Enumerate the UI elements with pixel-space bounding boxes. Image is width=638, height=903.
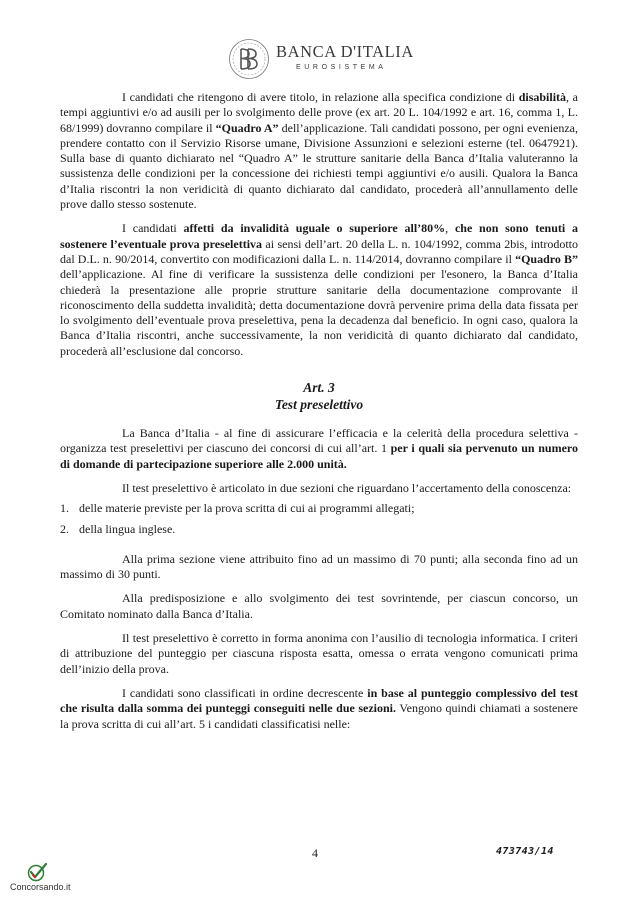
- paragraph-disabilita: I candidati che ritengono di avere titolo, in relazione alla specifica condizione di disabilità, a tempi aggiuntivi e/o ad ausili per lo svolgimento delle prove (ex art. 20 L. 104/1992 e art. 16, comma 1, L. 68/1999) dovranno compilare il “Quadro A” dell’applicazione. Tali candidati possono, per ogni evenienza, prendere contatto con il Servizio Risorse umane, Divisione Assunzioni e selezioni esterne (tel. 0647921). Sulla base di quanto dichiarato nel “Quadro A” le strutture sanitarie della Banca d’Italia valuteranno la sussistenza delle condizioni per la concessione dei richiesti tempi aggiuntivi e/o ausili. Qualora la Banca d’Italia riscontri la non veridicità di quanto dichiarato dal candidato, procederà all’annullamento delle prove dallo stesso sostenute.: [60, 90, 579, 212]
- document-code: 473743/14: [496, 846, 554, 857]
- paragraph-classificazione: I candidati sono classificati in ordine decrescente in base al punteggio complessivo del test che risulta dalla somma dei punteggi conseguiti nelle due sezioni. Vengono quindi chiamati a sostenere la prova scritta di cui all’art. 5 i candidati classificatisi nelle:: [60, 685, 579, 731]
- checkmark-icon: [26, 862, 48, 882]
- paragraph-invalidita: I candidati affetti da invalidità uguale o superiore all’80%, che non sono tenuti a sostenere l’eventuale prova preselettiva ai sensi dell’art. 20 della L. n. 104/1992, comma 2bis, introdotto dal D.L. n. 90/2014, convertito con modificazioni dalla L. n. 114/2014, dovranno compilare il “Quadro B” dell’applicazione. Al fine di verificare la sussistenza delle condizioni per l'esonero, la Banca d’Italia chiederà la presentazione alle proprie strutture sanitarie della documentazione comprovante il riconoscimento della suddetta invalidità; detta documentazione dovrà pervenire prima della data fissata per lo svolgimento dell’eventuale prova preselettiva, pena la decadenza dal beneficio. In ogni caso, qualora la Banca d’Italia riscontri, anche successivamente, la non veridicità di quanto dichiarato dal candidato, procederà all’esclusione dal concorso.: [60, 221, 578, 358]
- paragraph-correzione: Il test preselettivo è corretto in forma anonima con l’ausilio di tecnologia informatica. I criteri di attribuzione del punteggio per ciascuna risposta esatta, omessa o errata vengono comunicati prima dell’inizio della prova.: [60, 631, 578, 676]
- article-subtitle: Test preselettivo: [274, 397, 364, 413]
- paragraph-test-intro: La Banca d’Italia - al fine di assicurare l’efficacia e la celerità della procedura selettiva - organizza test preselettivi per ciascuno dei concorsi di cui all’art. 1 per i quali sia pervenuto un numero di domande di partecipazione superiore alle 2.000 unità.: [60, 426, 579, 471]
- paragraph-test-sezioni: Il test preselettivo è articolato in due sezioni che riguardano l’accertamento della conoscenza:: [122, 480, 572, 495]
- brand-subtitle: EUROSISTEMA: [296, 64, 387, 71]
- watermark: [8, 862, 88, 898]
- header-logo: [0, 38, 638, 80]
- list-item: 1. delle materie previste per la prova scritta di cui ai programmi allegati;: [60, 501, 415, 516]
- main-content: [60, 90, 578, 732]
- bank-monogram-icon: [228, 38, 270, 80]
- paragraph-comitato: Alla predisposizione e allo svolgimento dei test sovrintende, per ciascun concorso, un Comitato nominato dalla Banca d’Italia.: [60, 591, 578, 621]
- article-title: Art. 3: [303, 380, 335, 396]
- page-number: 4: [312, 846, 318, 860]
- brand-name: BANCA D'ITALIA: [276, 42, 414, 61]
- list-item: 2. della lingua inglese.: [60, 521, 176, 536]
- paragraph-punti: Alla prima sezione viene attribuito fino ad un massimo di 70 punti; alla seconda fino ad un massimo di 30 punti.: [60, 551, 578, 582]
- watermark-text: Concorsando.it: [10, 882, 71, 892]
